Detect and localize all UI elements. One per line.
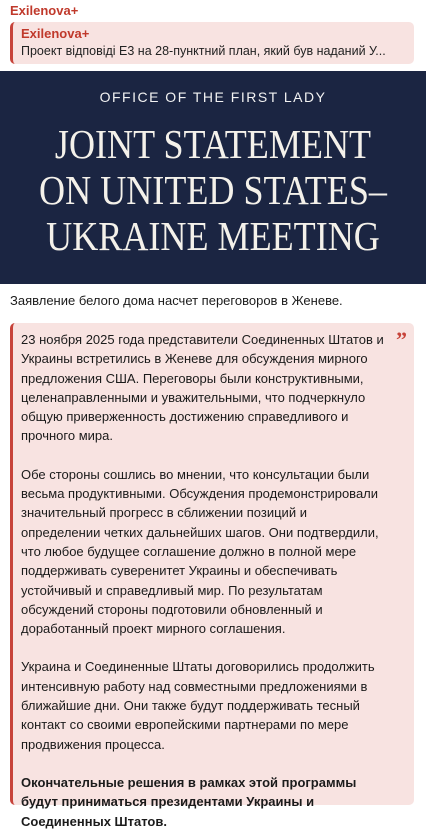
- quote-paragraph: Украина и Соединенные Штаты договорились продолжить интенсивную работу над совместными предложениями в ближайшие дни. Они также будут поддерживать тесный контакт со своими европейскими партнерами по мере продвижения процесса.: [21, 659, 375, 752]
- image-headline: [26, 121, 401, 259]
- image-office-title: OFFICE OF THE FIRST LADY: [99, 89, 327, 105]
- quote-icon: ”: [396, 327, 407, 352]
- message-caption: Заявление белого дома насчет переговоров в Женеве.: [10, 293, 343, 308]
- reply-preview[interactable]: [10, 22, 414, 64]
- reply-text: Проект відповіді Е3 на 28-пунктний план, який був наданий У...: [21, 44, 386, 58]
- quote-block: [10, 323, 414, 829]
- attached-image[interactable]: [0, 71, 426, 284]
- image-headline-line: ON UNITED STATES–: [39, 167, 387, 213]
- quote-final-paragraph: Окончательные решения в рамках этой программы будут приниматься президентами Украины и Соединенных Штатов.: [21, 774, 357, 829]
- quote-paragraph: Обе стороны сошлись во мнении, что консультации были весьма продуктивными. Обсуждения продемонстрировали значительный прогресс в сближении позиций и определении четких дальнейших шагов. Они подтвердили, что любое будущее соглашение должно в полной мере поддерживать суверенитет Украины и обеспечивать устойчивый и справедливый мир. По результатам обсуждений стороны подготовили обновленный и доработанный проект мирного соглашения.: [21, 466, 379, 637]
- image-headline-line: UKRAINE MEETING: [46, 213, 380, 259]
- reply-sender-name: Exilenova+: [21, 26, 90, 41]
- sender-name[interactable]: Exilenova+: [10, 3, 79, 18]
- image-headline-line: JOINT STATEMENT: [54, 121, 372, 167]
- quote-paragraph: 23 ноября 2025 года представители Соединенных Штатов и Украины встретились в Женеве для обсуждения мирного предложения США. Переговоры были конструктивными, целенаправленными и уважительными, что подчеркнуло общую приверженность достижению справедливого и прочного мира.: [21, 332, 384, 444]
